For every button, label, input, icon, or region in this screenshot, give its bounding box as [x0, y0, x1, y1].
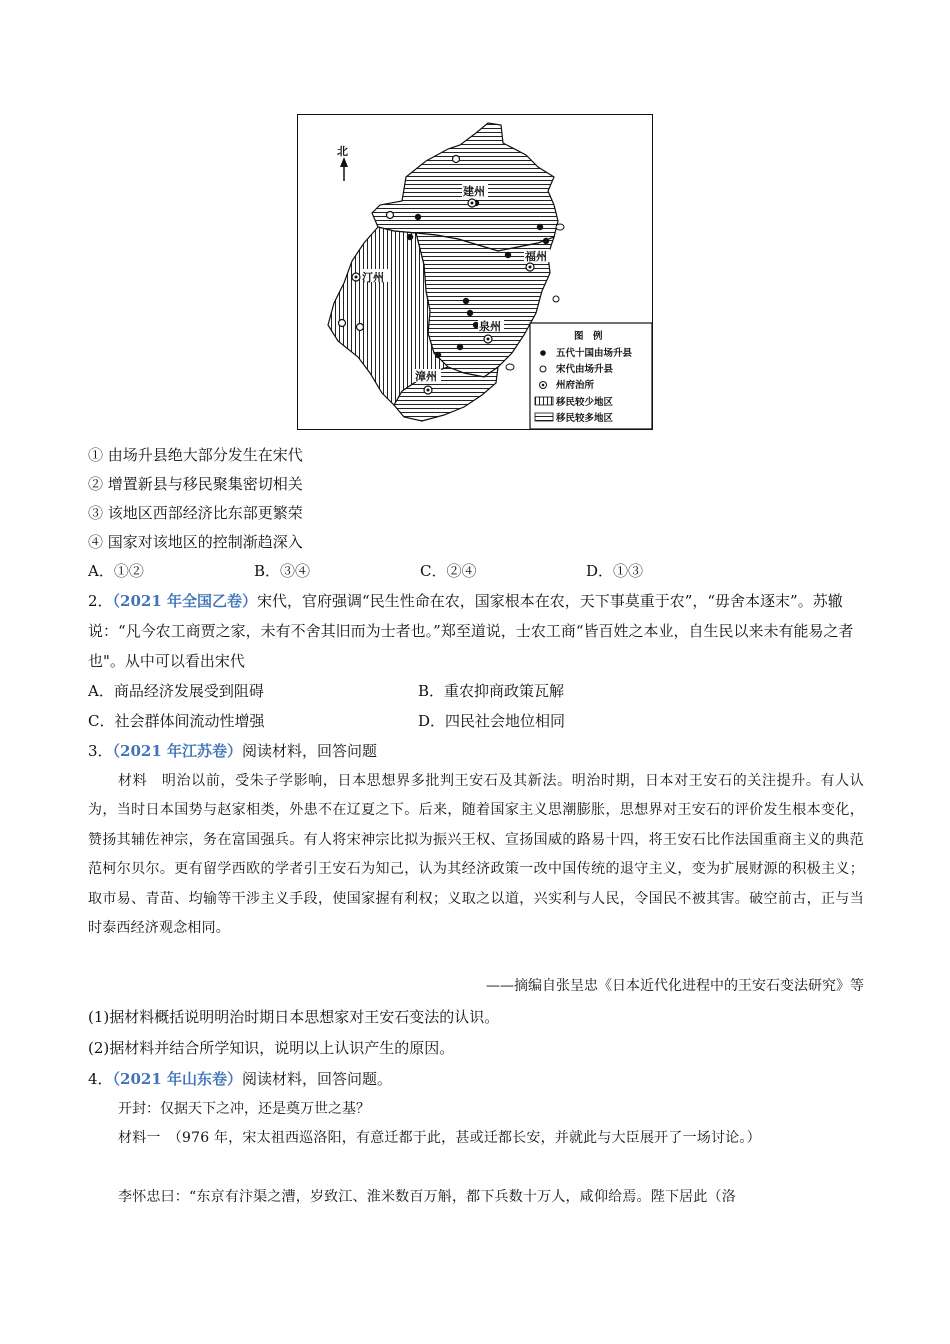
label-zhangzhou: 漳州	[415, 370, 437, 383]
q2-source: （2021 年全国乙卷）	[112, 592, 258, 610]
q4-source: （2021 年山东卷）	[112, 1070, 243, 1088]
q3-source: （2021 年江苏卷）	[112, 742, 243, 760]
legend-item: 移民较少地区	[556, 397, 614, 408]
q3-subquestion-1: (1)据材料概括说明明治时期日本思想家对王安石变法的认识。	[88, 1008, 500, 1026]
q4-number: 4．	[88, 1070, 113, 1088]
legend-item: 移民较多地区	[556, 413, 614, 424]
q2-option-c[interactable]: C．社会群体间流动性增强	[88, 712, 265, 730]
label-tingzhou: 汀州	[362, 271, 384, 284]
q3-number: 3．	[88, 742, 113, 760]
fujian-map	[298, 115, 652, 429]
q1-option-b[interactable]: B．③④	[254, 562, 311, 580]
legend-vstripe-icon	[535, 397, 553, 405]
q3-material: 材料 明治以前，受朱子学影响，日本思想界多批判王安石及其新法。明治时期，日本对王安石的关注提升。有人认为，当时日本国势与赵家相类，外患不在辽夏之下。后来，随着国家主义思潮膨胀，思想界对王安石的评价发生根本变化，赞扬其辅佐神宗，务在富国强兵。有人将宋神宗比拟为振兴王权、宣扬国威的路易十四，将王安石比作法国重商主义的典范范柯尔贝尔。更有留学西欧的学者引王安石为知己，认为其经济政策一改中国传统的退守主义，变为扩展财源的积极主义；取市易、青苗、均输等干涉主义手段，使国家握有利权；义取之以道，兴实利与人民，令国民不被其害。破空前古，正与当时泰西经济观念相同。	[88, 773, 864, 937]
q3-stem-text: 阅读材料，回答问题	[242, 742, 378, 760]
north-arrow-icon	[340, 157, 348, 181]
q1-statement-3: ③ 该地区西部经济比东部更繁荣	[88, 504, 303, 522]
q1-statement-1: ① 由场升县绝大部分发生在宋代	[88, 446, 303, 464]
q2-option-d[interactable]: D．四民社会地位相同	[418, 712, 566, 730]
q1-option-c[interactable]: C．②④	[420, 562, 477, 580]
q4-stem	[88, 1069, 392, 1089]
legend-title: 图 例	[574, 331, 603, 342]
q2-stem-text: 宋代，官府强调“民生性命在农，国家根本在农，天下事莫重于农”，“毋舍本逐末”。苏辙说：“凡今农工商贾之家，未有不舍其旧而为士者也。”郑至道说，士农工商“皆百姓之本业，自生民以来未有能易之者也"。从中可以看出宋代	[88, 592, 854, 670]
q1-statement-2: ② 增置新县与移民聚集密切相关	[88, 475, 303, 493]
label-fuzhou: 福州	[525, 250, 547, 263]
q4-material-2: 李怀忠曰：“东京有汴渠之漕，岁致江、淮米数百万斛，都下兵数十万人，咸仰给焉。陛下居此（洛	[118, 1189, 736, 1205]
q4-heading: 开封：仅据天下之冲，还是奠万世之基？	[118, 1101, 370, 1117]
legend-item: 五代十国由场升县	[556, 348, 633, 359]
legend-hstripe-icon	[535, 413, 553, 421]
q2-number: 2．	[88, 592, 113, 610]
q3-stem	[88, 741, 377, 761]
q4-stem-text: 阅读材料，回答问题。	[242, 1070, 393, 1088]
q1-option-a[interactable]: A．①②	[88, 562, 144, 580]
legend-solid-dot-icon	[540, 350, 546, 356]
map-legend	[530, 323, 652, 429]
north-label: 北	[337, 145, 348, 158]
q2-stem	[88, 586, 862, 676]
q3-citation: ——摘编自张呈忠《日本近代化进程中的王安石变法研究》等	[486, 978, 864, 994]
q1-statement-4: ④ 国家对该地区的控制渐趋深入	[88, 533, 303, 551]
label-quanzhou: 泉州	[479, 320, 501, 333]
q2-option-a[interactable]: A．商品经济发展受到阻碍	[88, 682, 264, 700]
label-jianzhou: 建州	[463, 185, 485, 198]
legend-item: 州府治所	[556, 380, 595, 391]
q1-option-d[interactable]: D．①③	[586, 562, 644, 580]
legend-item: 宋代由场升县	[556, 364, 614, 375]
q3-subquestion-2: (2)据材料并结合所学知识，说明以上认识产生的原因。	[88, 1039, 455, 1057]
map-figure	[297, 114, 653, 430]
legend-hollow-dot-icon	[540, 366, 546, 372]
q2-option-b[interactable]: B．重农抑商政策瓦解	[418, 682, 565, 700]
q4-material-1: 材料一 （976 年，宋太祖西巡洛阳，有意迁都于此，甚或迁都长安，并就此与大臣展开了一场讨论。）	[118, 1130, 761, 1146]
